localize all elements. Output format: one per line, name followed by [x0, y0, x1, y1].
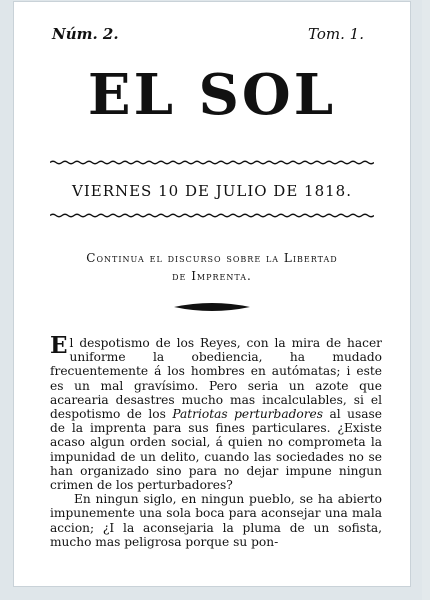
decorative-rule-bottom: [50, 213, 374, 218]
scan-edge: [422, 0, 430, 600]
article-paragraph-1: [50, 332, 383, 493]
decorative-rule-top: [50, 160, 374, 165]
issue-number: Núm. 2.: [52, 25, 119, 43]
article-paragraph-2: En ningun siglo, en ningun pueblo, se ha abierto impunemente una sola boca para aconsejar una mala accion; ¿I la aconsejaria la pluma de un sofista, mucho mas peligrosa porque su pon-: [50, 492, 382, 549]
wavy-rule-icon: [50, 160, 374, 165]
masthead-title: EL SOL: [87, 62, 337, 128]
newspaper-page: [14, 2, 410, 586]
paragraph-1-text-start: El despotismo de los Reyes, con la mira de hacer uniforme la obediencia, ha mudado frecuentemente á los hombres en autómatas; i este es un mal gravísimo. Pero seria un azote que acarearia desastres mucho mas incalculables, si el despotismo de los: [50, 332, 382, 422]
issue-line: [52, 25, 364, 43]
section-title: [60, 249, 364, 285]
section-title-line-2: de Imprenta.: [172, 269, 252, 283]
paragraph-1-emphasis: Patriotas perturbadores: [172, 407, 324, 422]
wavy-rule-icon: [50, 213, 374, 218]
paragraph-1-text-end: al usase de la imprenta para sus fines particulares. ¿Existe acaso algun orden social, á quien no comprometa la impunidad de un delito, cuando las sociedades no se han organizado sino para no dejar impune ningun crimen de los perturbadores?: [50, 407, 383, 493]
article-body: [50, 332, 383, 549]
volume-label: Tom. 1.: [308, 25, 364, 43]
publication-date: VIERNES 10 DE JULIO DE 1818.: [71, 182, 352, 200]
ornament-icon: [174, 301, 250, 313]
section-title-line-1: Continua el discurso sobre la Libertad: [86, 251, 338, 265]
ornament-divider: [174, 301, 250, 313]
